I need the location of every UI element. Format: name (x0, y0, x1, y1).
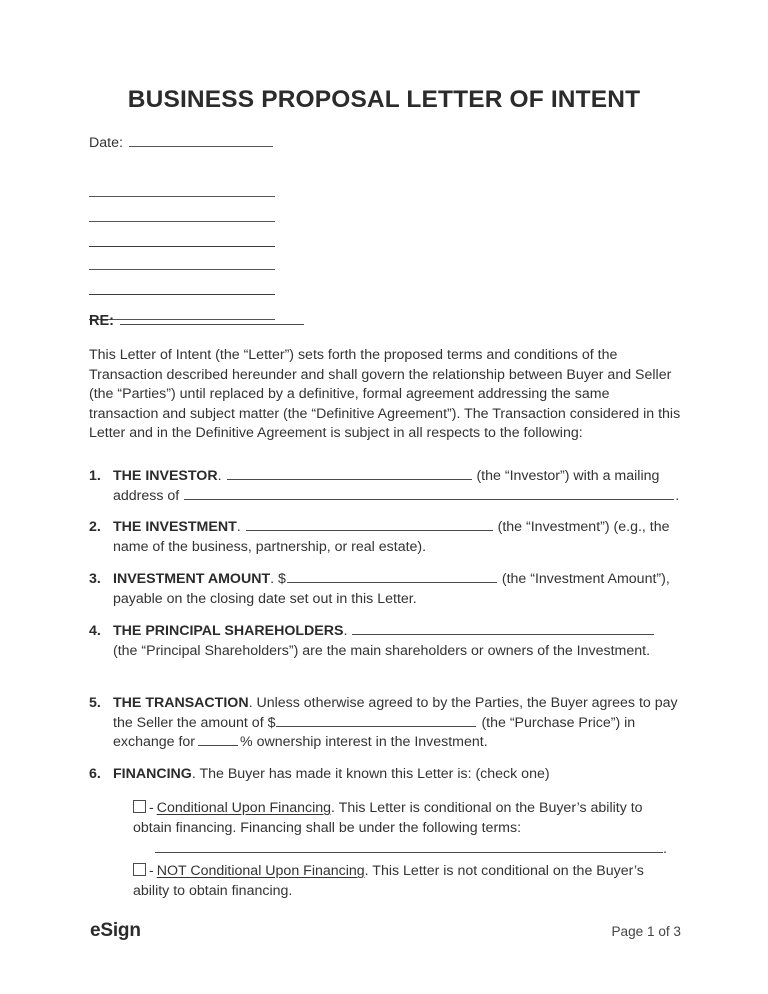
clause-punct: . The Buyer has made it known this Letter is: (check one) (191, 766, 550, 782)
clause-punct: . $ (270, 571, 286, 587)
intro-paragraph: This Letter of Intent (the “Letter”) sets forth the proposed terms and conditions of the Transaction described hereunder and shall govern the relationship between Buyer and Seller (the “Parties”) until replaced by a definitive, formal agreement addressing the same transaction and subject matter (the “Definitive Agreement”). The Transaction considered in this Letter and in the Definitive Agreement is subject in all respects to the following: (89, 347, 681, 442)
investor-name-blank[interactable] (227, 467, 472, 480)
clause-tail-1: (the “Investment Amount”), (501, 571, 670, 587)
clause-tail-1: (the “Investment”) (e.g., the (497, 519, 670, 535)
clause-2-investment (89, 518, 681, 557)
investment-name-blank[interactable] (246, 518, 493, 531)
option-label: NOT Conditional Upon Financing (156, 863, 365, 879)
clause-tail-2: address of (113, 487, 180, 504)
clause-tail-2: % ownership interest in the Investment. (240, 734, 488, 751)
clause-tail-1: (the “Principal Shareholders”) are the main shareholders or owners of the Investment. (113, 642, 651, 659)
option-description: . This Letter is not conditional on the Buyer’s ability to obtain financing. (133, 863, 644, 899)
clause-punct: . (217, 468, 222, 484)
clause-number: 5. (89, 695, 101, 711)
clause-number: 3. (89, 571, 101, 587)
principal-shareholders-blank[interactable] (352, 622, 654, 635)
clause-5-transaction (89, 694, 681, 753)
date-field-row (89, 133, 273, 154)
date-label: Date: (89, 135, 123, 151)
option-text (133, 863, 644, 899)
clause-number: 6. (89, 766, 101, 782)
address-blank-line[interactable] (89, 197, 275, 222)
clause-body (113, 467, 681, 506)
esign-logo: eSign (90, 920, 141, 941)
sender-address-blank-group (89, 172, 275, 247)
clause-heading: INVESTMENT AMOUNT (113, 571, 271, 587)
clause-4-principal-shareholders (89, 622, 681, 661)
ownership-percent-blank[interactable] (198, 733, 238, 746)
clause-3-investment-amount (89, 570, 681, 609)
clause-body (113, 570, 681, 609)
page-title: BUSINESS PROPOSAL LETTER OF INTENT (127, 86, 641, 113)
clause-body (113, 694, 681, 753)
clause-heading: THE INVESTMENT (113, 519, 237, 535)
option-text (133, 800, 643, 836)
investor-address-blank[interactable] (184, 487, 674, 500)
clause-body (113, 765, 681, 785)
purchase-price-blank[interactable] (276, 714, 476, 727)
address-blank-line[interactable] (89, 270, 275, 295)
date-input-blank[interactable] (129, 133, 273, 147)
clause-punct: . Unless otherwise agreed to by the Parties, the Buyer agrees to pay the Seller the amount of $ (113, 695, 678, 731)
address-blank-line[interactable] (89, 222, 275, 247)
investment-amount-blank[interactable] (287, 570, 497, 583)
clause-tail-2: payable on the closing date set out in this Letter. (113, 590, 417, 607)
option-dash: - (149, 800, 154, 816)
recipient-address-blank-group (89, 245, 275, 320)
option-description: . This Letter is conditional on the Buyer’s ability to obtain financing. Financing shall be under the following terms: (133, 800, 643, 836)
financing-terms-blank-row (155, 840, 681, 860)
clause-punct: . (343, 623, 348, 639)
clause-punct: . (236, 519, 241, 535)
clause-tail-2: name of the business, partnership, or real estate). (113, 538, 427, 555)
financing-terms-blank[interactable] (155, 840, 663, 853)
clause-heading: FINANCING (113, 766, 192, 782)
checkbox-icon[interactable] (133, 800, 146, 813)
clause-heading: THE TRANSACTION (113, 695, 249, 711)
re-field-row (89, 311, 304, 332)
financing-terms-period: . (663, 841, 667, 857)
option-dash: - (149, 863, 154, 879)
clause-number: 4. (89, 623, 101, 639)
clause-number: 1. (89, 468, 101, 484)
financing-option-conditional[interactable] (133, 799, 681, 838)
re-label: RE: (89, 313, 114, 329)
clause-body (113, 622, 681, 661)
clause-tail-3: . (675, 487, 680, 504)
clause-heading: THE PRINCIPAL SHAREHOLDERS (113, 623, 344, 639)
clause-1-investor (89, 467, 681, 506)
financing-option-not-conditional[interactable] (133, 862, 681, 901)
checkbox-icon[interactable] (133, 863, 146, 876)
clause-number: 2. (89, 519, 101, 535)
clause-tail-1: (the “Investor”) with a mailing (476, 468, 660, 484)
address-blank-line[interactable] (89, 245, 275, 270)
page-indicator: Page 1 of 3 (611, 924, 681, 939)
option-label: Conditional Upon Financing (156, 800, 332, 816)
clause-tail-1: (the “Purchase Price”) in exchange for (113, 714, 636, 751)
clause-6-financing (89, 765, 681, 785)
address-blank-line[interactable] (89, 172, 275, 197)
re-input-blank[interactable] (120, 311, 304, 325)
clause-body (113, 518, 681, 557)
clause-heading: THE INVESTOR (113, 468, 218, 484)
